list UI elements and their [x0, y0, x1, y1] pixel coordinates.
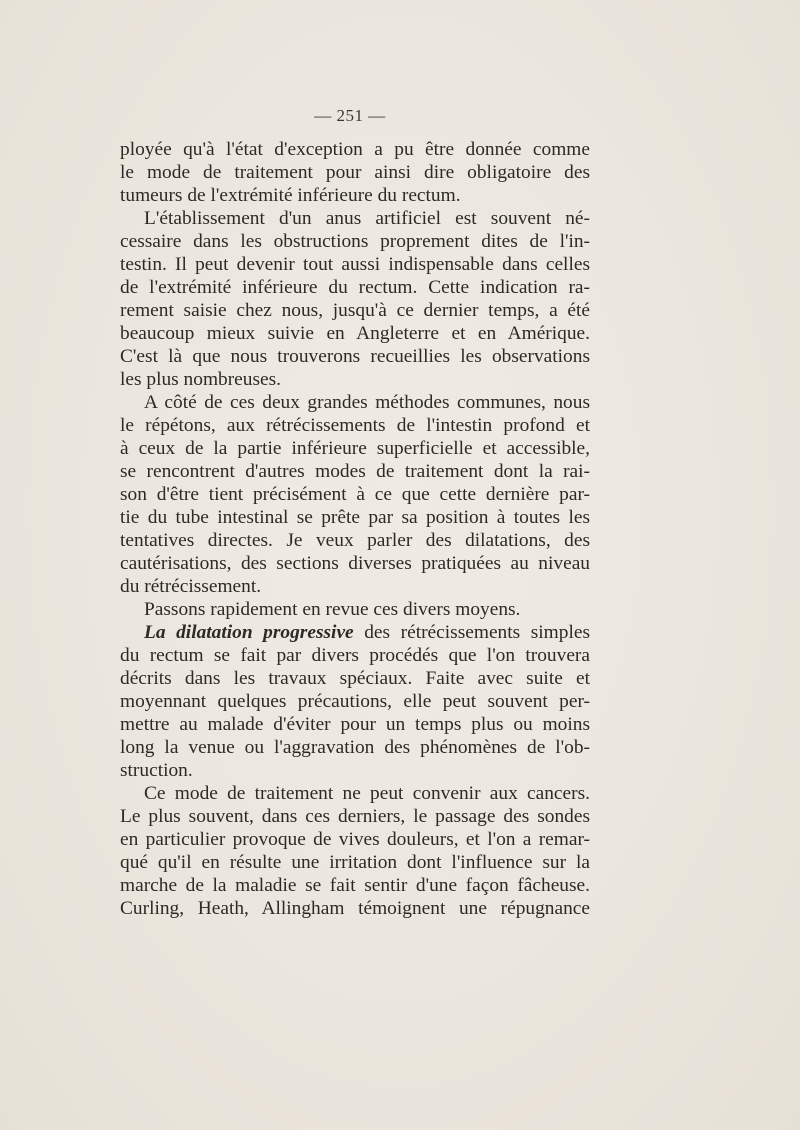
text-line: A côté de ces deux grandes méthodes communes, nous — [144, 392, 590, 413]
text-line: le mode de traitement pour ainsi dire obligatoire des — [120, 162, 590, 183]
text-line: à ceux de la partie inférieure superficielle et accessible, — [120, 438, 590, 459]
text-line: tentatives directes. Je veux parler des dilatations, des — [120, 530, 590, 551]
text-line: du rectum se fait par divers procédés que l'on trouvera — [120, 645, 590, 666]
text-line: long la venue ou l'aggravation des phénomènes de l'ob- — [120, 737, 590, 758]
text-line: qué qu'il en résulte une irritation dont l'influence sur la — [120, 852, 590, 873]
text-line: Passons rapidement en revue ces divers moyens. — [144, 599, 521, 620]
text-line: Ce mode de traitement ne peut convenir aux cancers. — [144, 783, 590, 804]
text-line: en particulier provoque de vives douleurs, et l'on a remar- — [120, 829, 590, 850]
text-line: struction. — [120, 760, 193, 781]
text-line: mettre au malade d'éviter pour un temps plus ou moins — [120, 714, 590, 735]
text-line: cessaire dans les obstructions proprement dites de l'in- — [120, 231, 590, 252]
text-line: le répétons, aux rétrécissements de l'intestin profond et — [120, 415, 590, 436]
text-line: Curling, Heath, Allingham témoignent une répugnance — [120, 898, 590, 919]
text-line: ployée qu'à l'état d'exception a pu être donnée comme — [120, 139, 590, 160]
text-line: testin. Il peut devenir tout aussi indispensable dans celles — [120, 254, 590, 275]
italic-heading: La dilatation progressive — [144, 622, 354, 643]
text-line: L'établissement d'un anus artificiel est souvent né- — [144, 208, 590, 229]
text-line: son d'être tient précisément à ce que cette dernière par- — [120, 484, 590, 505]
text-line: C'est là que nous trouverons recueillies les observations — [120, 346, 590, 367]
text-line: tumeurs de l'extrémité inférieure du rectum. — [120, 185, 461, 206]
text-line: tie du tube intestinal se prête par sa position à toutes les — [120, 507, 590, 528]
text-line: décrits dans les travaux spéciaux. Faite avec suite et — [120, 668, 590, 689]
line-text: des rétrécissements simples — [364, 622, 590, 643]
text-line: du rétrécissement. — [120, 576, 262, 597]
text-line: se rencontrent d'autres modes de traitement dont la rai- — [120, 461, 590, 482]
text-line: les plus nombreuses. — [120, 369, 282, 390]
text-line: beaucoup mieux suivie en Angleterre et en Amérique. — [120, 323, 590, 344]
page-number: — 251 — — [314, 106, 386, 125]
text-line: moyennant quelques précautions, elle peut souvent per- — [120, 691, 590, 712]
text-line: Le plus souvent, dans ces derniers, le passage des sondes — [120, 806, 590, 827]
text-line: rement saisie chez nous, jusqu'à ce dernier temps, a été — [120, 300, 590, 321]
text-line: marche de la maladie se fait sentir d'une façon fâcheuse. — [120, 875, 590, 896]
text-line — [120, 621, 590, 644]
body-text — [120, 138, 590, 920]
text-line: de l'extrémité inférieure du rectum. Cette indication ra- — [120, 277, 590, 298]
text-line: cautérisations, des sections diverses pratiquées au niveau — [120, 553, 590, 574]
